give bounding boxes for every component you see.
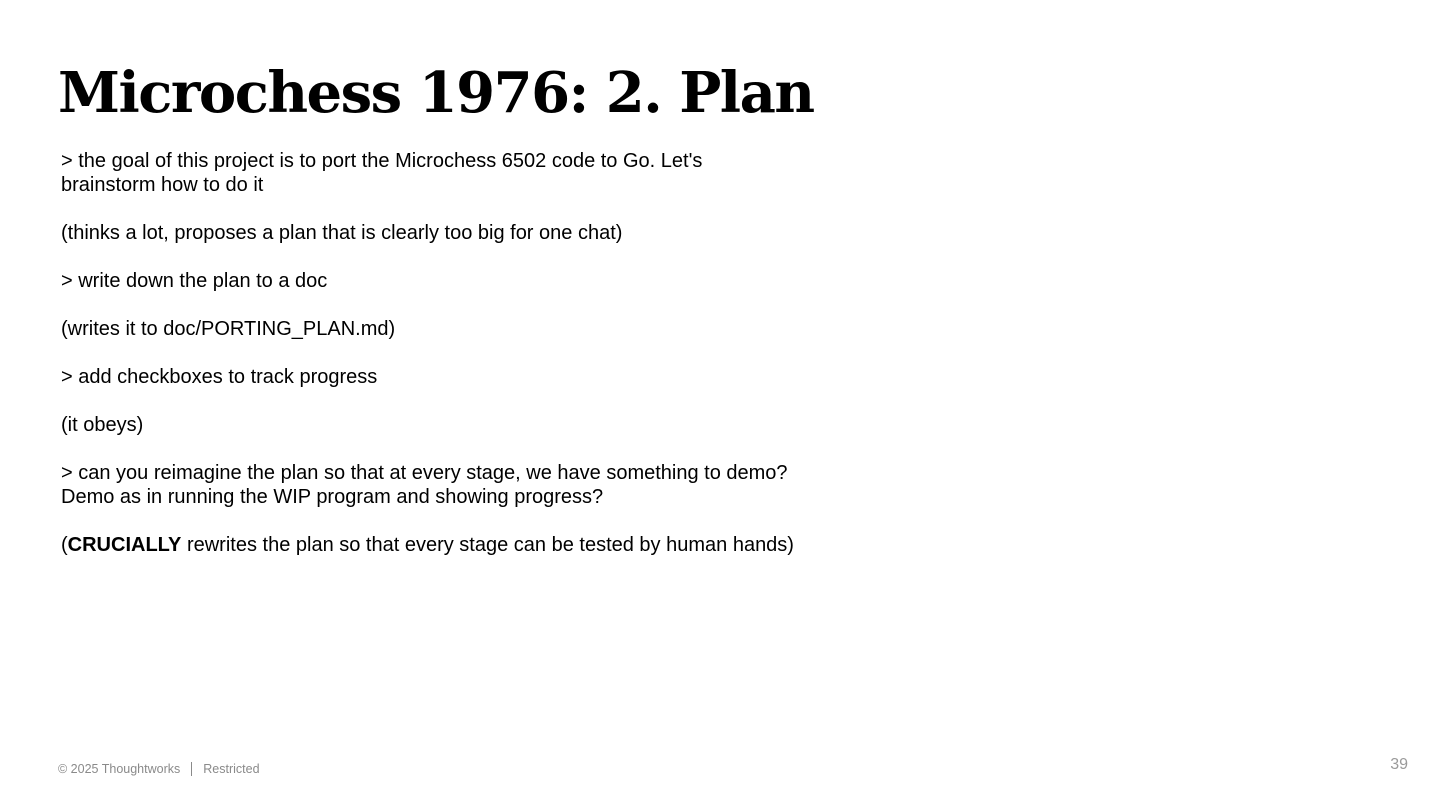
body-paragraph: > add checkboxes to track progress [61, 366, 378, 388]
footer-divider [191, 762, 192, 776]
paragraph-rest: rewrites the plan so that every stage can be tested by human hands) [181, 534, 794, 556]
body-paragraph: (writes it to doc/PORTING_PLAN.md) [61, 318, 396, 340]
classification-label: Restricted [203, 762, 260, 776]
footer [58, 761, 260, 777]
body-paragraph: > write down the plan to a doc [61, 270, 328, 292]
body-paragraph-last [61, 533, 861, 557]
slide-title: Microchess 1976: 2. Plan [58, 60, 814, 126]
body-paragraph: (it obeys) [61, 414, 144, 436]
body-paragraph: > the goal of this project is to port the Microchess 6502 code to Go. Let's brainstorm how to do it [61, 150, 703, 196]
open-paren: ( [61, 534, 68, 556]
slide-body [61, 149, 861, 557]
body-paragraph: > can you reimagine the plan so that at every stage, we have something to demo? Demo as in running the WIP program and showing progress? [61, 462, 788, 508]
page-number: 39 [1390, 756, 1408, 773]
emphasis-text: CRUCIALLY [67, 534, 182, 556]
body-paragraph: (thinks a lot, proposes a plan that is clearly too big for one chat) [61, 222, 623, 244]
copyright-text: © 2025 Thoughtworks [58, 762, 181, 776]
